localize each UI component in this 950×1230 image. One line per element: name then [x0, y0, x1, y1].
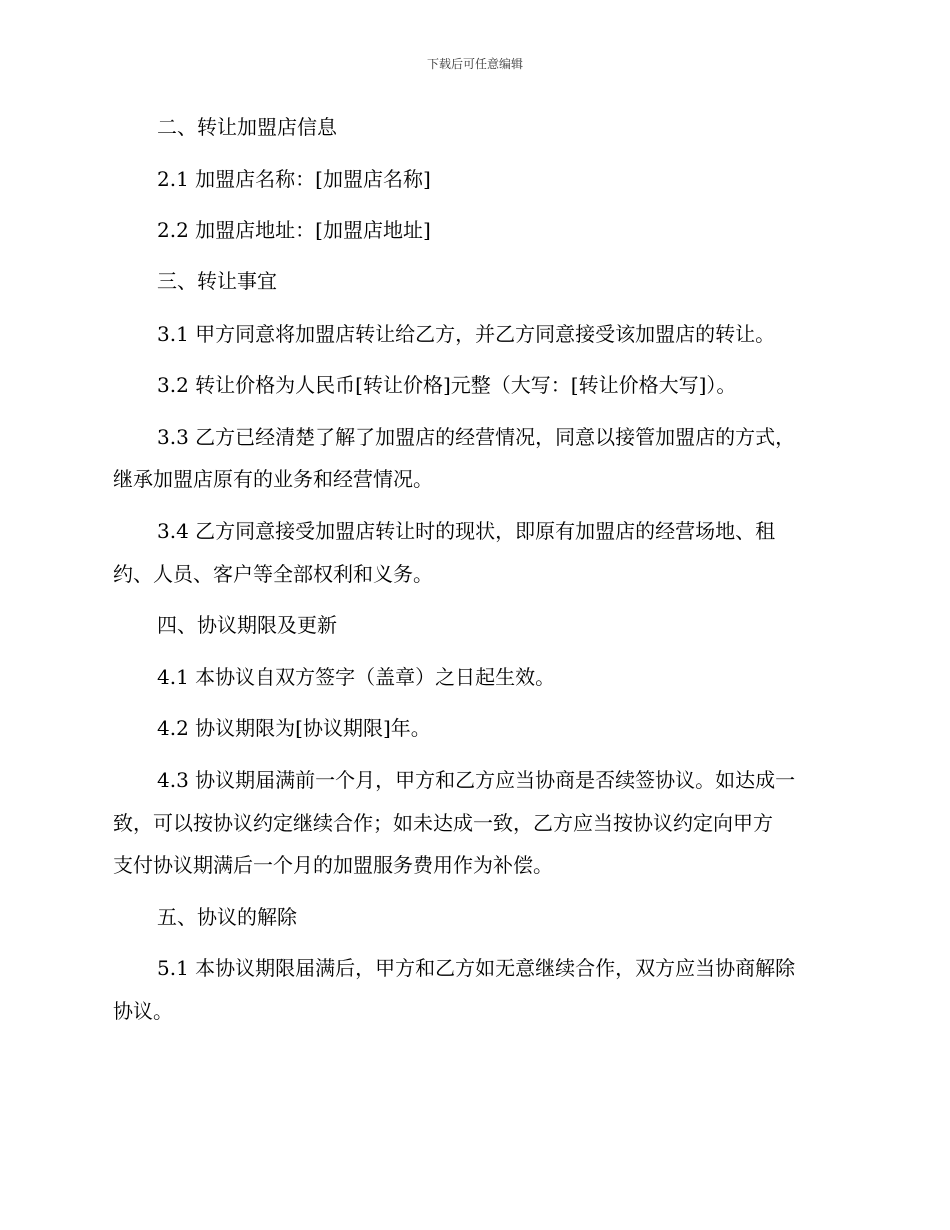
clause-5-1-line-1: 5.1 本协议期限届满后，甲方和乙方如无意继续合作，双方应当协商解除 [157, 956, 796, 980]
clause-3-4-line-2: 约、人员、客户等全部权利和义务。 [113, 562, 433, 586]
clause-3-4-line-1: 3.4 乙方同意接受加盟店转让时的现状，即原有加盟店的经营场地、租 [157, 519, 776, 543]
clause-3-1: 3.1 甲方同意将加盟店转让给乙方，并乙方同意接受该加盟店的转让。 [157, 322, 776, 346]
clause-2-2: 2.2 加盟店地址：[加盟店地址] [157, 218, 431, 242]
section-4-heading: 四、协议期限及更新 [157, 613, 337, 637]
section-3-heading: 三、转让事宜 [157, 269, 277, 293]
section-2-heading: 二、转让加盟店信息 [157, 115, 337, 139]
clause-4-2: 4.2 协议期限为[协议期限]年。 [157, 716, 431, 740]
clause-3-2: 3.2 转让价格为人民币[转让价格]元整（大写：[转让价格大写]）。 [157, 373, 737, 397]
clause-4-3-line-3: 支付协议期满后一个月的加盟服务费用作为补偿。 [113, 853, 553, 877]
clause-4-3-line-1: 4.3 协议期届满前一个月，甲方和乙方应当协商是否续签协议。如达成一 [157, 768, 796, 792]
page-header-note: 下载后可任意编辑 [426, 57, 523, 71]
clause-2-1: 2.1 加盟店名称：[加盟店名称] [157, 167, 431, 191]
clause-4-1: 4.1 本协议自双方签字（盖章）之日起生效。 [157, 665, 556, 689]
clause-3-3-line-2: 继承加盟店原有的业务和经营情况。 [113, 467, 433, 491]
clause-5-1-line-2: 协议。 [113, 999, 173, 1023]
clause-4-3-line-2: 致，可以按协议约定继续合作；如未达成一致，乙方应当按协议约定向甲方 [113, 811, 773, 835]
clause-3-3-line-1: 3.3 乙方已经清楚了解了加盟店的经营情况，同意以接管加盟店的方式， [157, 425, 796, 449]
section-5-heading: 五、协议的解除 [157, 905, 297, 929]
